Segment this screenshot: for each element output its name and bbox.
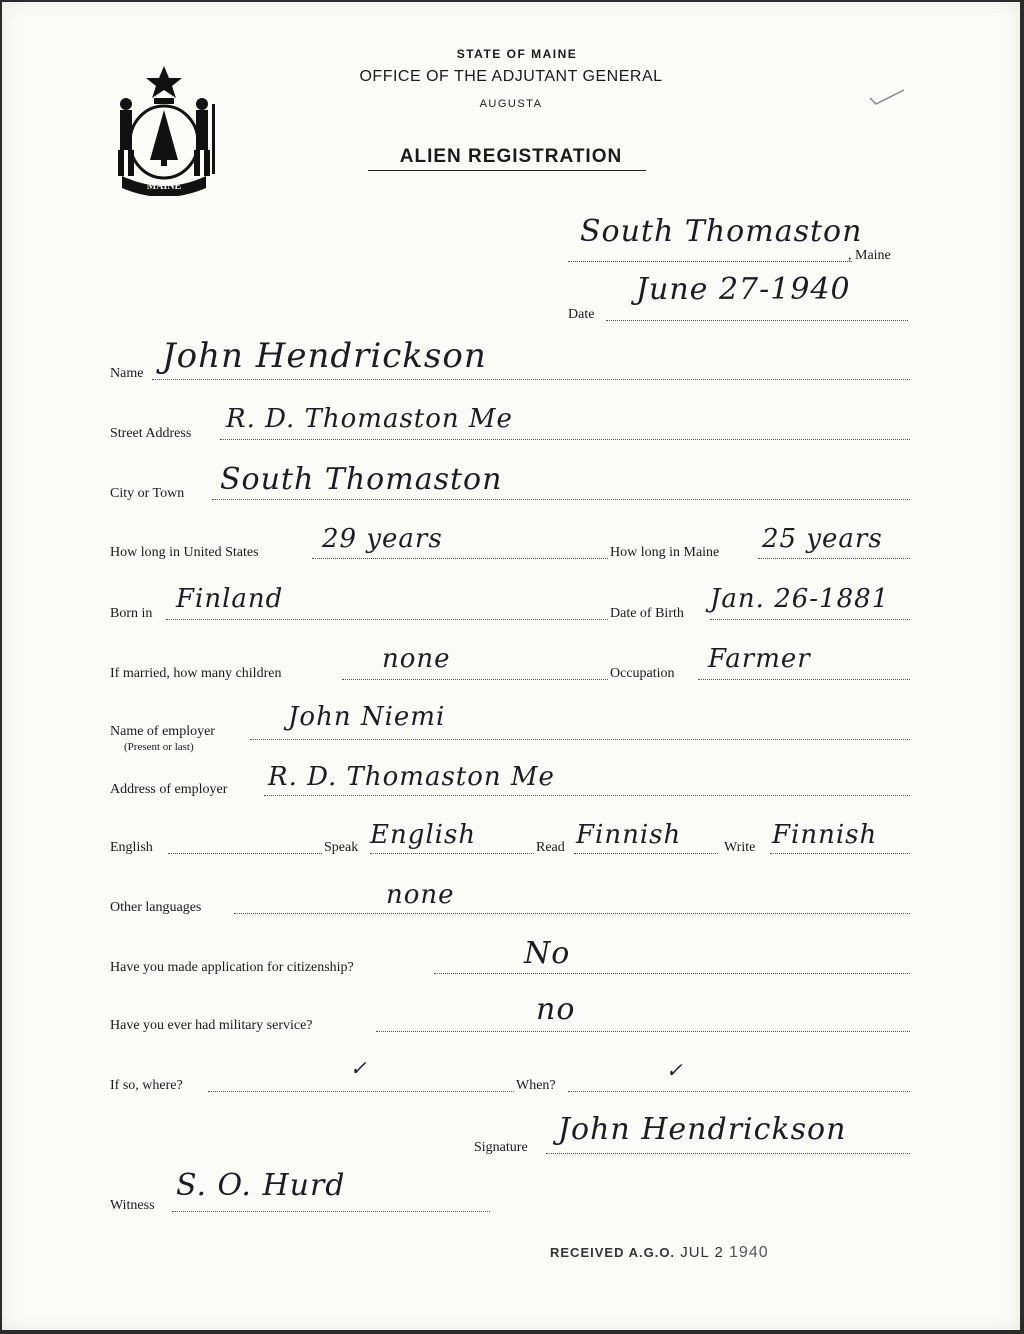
children-line: [342, 679, 608, 680]
occupation-line: [698, 679, 910, 680]
name-value: John Hendrickson: [162, 336, 487, 376]
received-stamp: [550, 1244, 769, 1262]
form-title: ALIEN REGISTRATION: [399, 146, 623, 167]
children-value: none: [382, 644, 451, 674]
stamp-label: RECEIVED A.G.O.: [550, 1245, 676, 1260]
town-line: [568, 261, 852, 262]
city-value: South Thomaston: [220, 462, 503, 497]
header-state: STATE OF MAINE: [456, 47, 578, 61]
other-languages-value: none: [386, 880, 455, 910]
witness-value: S. O. Hurd: [176, 1168, 346, 1203]
check-mark-icon: [868, 86, 906, 106]
when-value: ✓: [666, 1058, 684, 1082]
street-address-value: R. D. Thomaston Me: [226, 404, 513, 434]
date-line: [606, 320, 908, 321]
title-underline: [368, 170, 646, 171]
occupation-value: Farmer: [708, 644, 811, 674]
name-label: Name: [110, 366, 144, 381]
how-long-maine-value: 25 years: [762, 524, 883, 554]
employer-note: (Present or last): [124, 741, 194, 753]
employer-value: John Niemi: [288, 702, 446, 732]
city-line: [212, 499, 910, 500]
employer-address-line: [264, 795, 910, 796]
how-long-maine-label: How long in Maine: [610, 545, 720, 560]
when-line: [568, 1091, 910, 1092]
signature-label: Signature: [474, 1140, 528, 1155]
signature-value: John Hendrickson: [558, 1112, 847, 1147]
citizenship-label: Have you made application for citizenship?: [110, 960, 354, 975]
military-line: [376, 1031, 910, 1032]
when-label: When?: [516, 1078, 556, 1093]
where-value: ✓: [350, 1056, 368, 1080]
military-value: no: [536, 992, 576, 1027]
military-label: Have you ever had military service?: [110, 1018, 313, 1033]
dob-value: Jan. 26-1881: [710, 584, 890, 614]
read-label: Read: [536, 840, 565, 855]
speak-label: Speak: [324, 840, 359, 855]
other-languages-label: Other languages: [110, 900, 202, 915]
citizenship-line: [434, 973, 910, 974]
stamp-year: 1940: [729, 1244, 769, 1261]
street-address-label: Street Address: [110, 426, 192, 441]
speak-value: English: [370, 820, 477, 850]
seal-text: MAINE: [146, 181, 182, 192]
where-label: If so, where?: [110, 1078, 183, 1093]
write-line: [770, 853, 910, 854]
dob-label: Date of Birth: [610, 606, 684, 621]
name-line: [152, 379, 910, 380]
other-languages-line: [234, 913, 910, 914]
born-in-line: [166, 619, 608, 620]
read-value: Finnish: [576, 820, 682, 850]
english-line: [168, 853, 322, 854]
employer-label: Name of employer: [110, 724, 215, 739]
how-long-us-value: 29 years: [322, 524, 443, 554]
signature-line: [546, 1153, 910, 1154]
how-long-us-line: [312, 558, 608, 559]
occupation-label: Occupation: [610, 666, 675, 681]
read-line: [574, 853, 718, 854]
header-city: AUGUSTA: [479, 98, 543, 110]
write-value: Finnish: [772, 820, 878, 850]
maine-label: , Maine: [848, 248, 891, 263]
street-address-line: [220, 439, 910, 440]
registration-form: [2, 2, 1020, 1330]
how-long-maine-line: [758, 558, 910, 559]
born-in-label: Born in: [110, 606, 153, 621]
born-in-value: Finland: [176, 584, 284, 614]
city-label: City or Town: [110, 486, 185, 501]
where-line: [208, 1091, 514, 1092]
children-label: If married, how many children: [110, 666, 282, 681]
speak-line: [370, 853, 534, 854]
how-long-us-label: How long in United States: [110, 545, 259, 560]
witness-label: Witness: [110, 1198, 155, 1213]
date-label: Date: [568, 307, 595, 322]
write-label: Write: [724, 840, 756, 855]
town-value: South Thomaston: [580, 214, 863, 249]
header-office: OFFICE OF THE ADJUTANT GENERAL: [359, 68, 663, 85]
dob-line: [710, 619, 910, 620]
date-value: June 27-1940: [636, 272, 851, 307]
employer-address-value: R. D. Thomaston Me: [268, 762, 555, 792]
citizenship-value: No: [524, 936, 571, 971]
english-label: English: [110, 840, 153, 855]
witness-line: [172, 1211, 490, 1212]
employer-address-label: Address of employer: [110, 782, 228, 797]
stamp-date: JUL 2: [680, 1244, 724, 1261]
employer-line: [250, 739, 910, 740]
